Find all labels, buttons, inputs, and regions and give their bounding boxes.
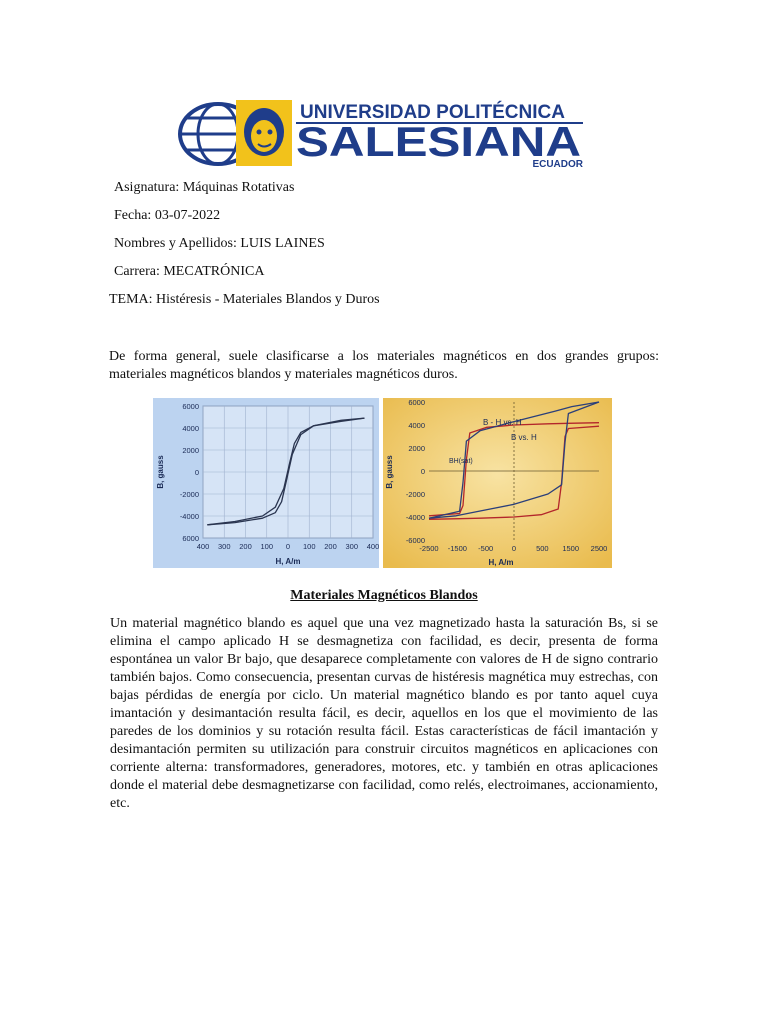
- hard-x-tick-label: 1500: [562, 544, 580, 553]
- career-line: Carrera: MECATRÓNICA: [114, 264, 265, 279]
- soft-y-tick-label: -4000: [179, 512, 199, 521]
- soft-x-tick-label: 100: [302, 542, 316, 551]
- date-line: Fecha: 03-07-2022: [114, 208, 221, 223]
- hard-y-tick-label: 0: [420, 467, 425, 476]
- logo-university-line: UNIVERSIDAD POLITÉCNICA: [300, 102, 565, 123]
- body-paragraph: Un material magnético blando es aquel que una vez magnetizado hasta la saturación Bs, si se elimina el campo aplicado H se desmagnetiza con facilidad, es decir, presenta de forma espontánea un valor Br bajo, que desaparece completamente con valores de H de signo contrario también bajos. Como consecuencia, presentan curvas de histéresis magnética muy estrechas, con bajas pérdidas de energía por ciclo. Un material magnético blando es por tanto aquel cuya imantación y desimantación resulta fácil, es decir, aquellos en los que el movimiento de las paredes de los dominios y su rotación resulta fácil. Estas características de fácil imantación y desimantación permiten su utilización para construir circuitos magnéticos en aplicaciones con corriente alterna: transformadores, generadores, motores, etc. y también en otras aplicaciones donde el material debe desmagnetizarse con facilidad, como relés, electroimanes, accionamiento, etc.: [110, 616, 658, 811]
- hard-y-tick-label: 6000: [408, 398, 425, 407]
- hard-y-tick-label: -4000: [405, 513, 425, 522]
- hard-y-tick-label: -6000: [405, 536, 425, 545]
- hard-x-tick-label: 2500: [590, 544, 608, 553]
- soft-x-tick-label: 200: [324, 542, 337, 551]
- soft-hysteresis-figure: [153, 398, 379, 568]
- hard-annotation-bh: B - H vs. H: [483, 418, 522, 427]
- hard-hysteresis-figure: [383, 398, 612, 568]
- name-line: Nombres y Apellidos: LUIS LAINES: [114, 236, 325, 251]
- hard-x-tick-label: -2500: [419, 544, 439, 553]
- soft-x-tick-label: 400: [366, 542, 379, 551]
- soft-x-tick-label: 300: [345, 542, 359, 551]
- soft-y-axis-label: B, gauss: [156, 455, 165, 489]
- soft-y-tick-label: 0: [194, 468, 199, 477]
- section-title: Materiales Magnéticos Blandos: [290, 588, 478, 603]
- intro-paragraph: De forma general, suele clasificarse a los materiales magnéticos en dos grandes grupos: materiales magnéticos blandos y materiales magnéticos duros.: [109, 349, 659, 382]
- logo-university-name: SALESIANA: [296, 118, 581, 165]
- soft-x-tick-label: 400: [196, 542, 210, 551]
- soft-y-tick-label: -2000: [179, 490, 199, 499]
- subject-line: Asignatura: Máquinas Rotativas: [114, 180, 295, 195]
- soft-x-tick-label: 0: [285, 542, 291, 551]
- hard-y-tick-label: 2000: [408, 444, 425, 453]
- hard-annotation-bhsat: BH(sat): [449, 458, 473, 465]
- soft-x-tick-label: 100: [260, 542, 274, 551]
- soft-x-axis-label: H, A/m: [275, 557, 301, 566]
- don-bosco-portrait-icon: [236, 100, 292, 166]
- topic-line: TEMA: Histéresis - Materiales Blandos y Duros: [109, 292, 380, 307]
- hard-y-tick-label: -2000: [405, 490, 425, 499]
- hard-annotation-b: B vs. H: [511, 433, 537, 442]
- hard-x-tick-label: 0: [511, 544, 517, 553]
- hard-x-tick-label: -500: [478, 544, 494, 553]
- university-logo: [178, 96, 588, 170]
- logo-country: ECUADOR: [532, 159, 583, 170]
- hard-x-tick-label: -1500: [447, 544, 467, 553]
- soft-x-tick-label: 300: [217, 542, 231, 551]
- soft-y-tick-label: 2000: [182, 446, 199, 455]
- hard-x-axis-label: H, A/m: [488, 558, 514, 567]
- soft-y-tick-label: 6000: [182, 402, 199, 411]
- hard-y-axis-label: B, gauss: [385, 455, 394, 489]
- hard-y-tick-label: 4000: [408, 421, 425, 430]
- hard-x-tick-label: 500: [536, 544, 549, 553]
- soft-x-tick-label: 200: [239, 542, 252, 551]
- soft-y-tick-label: 4000: [182, 424, 199, 433]
- soft-y-tick-label: 6000: [182, 534, 199, 543]
